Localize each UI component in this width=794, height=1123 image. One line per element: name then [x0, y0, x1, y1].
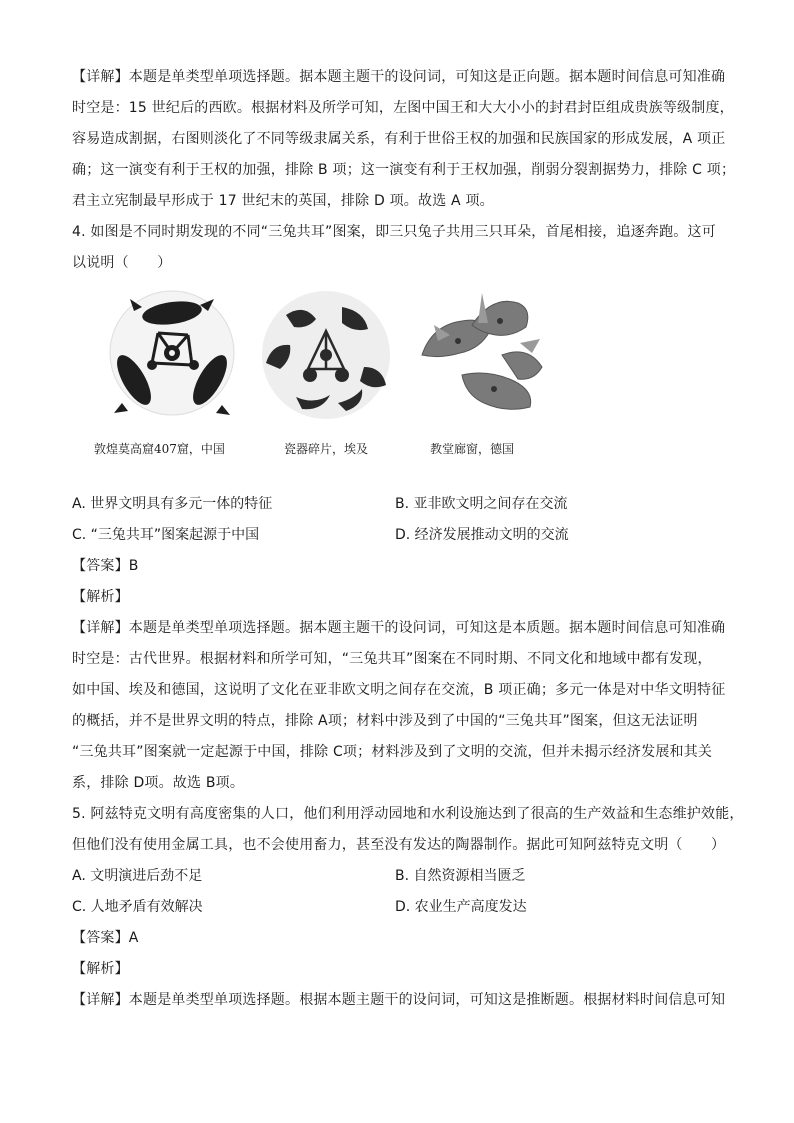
option-a: A. 世界文明具有多元一体的特征	[72, 496, 273, 512]
text-line: “三兔共耳”图案就一定起源于中国，排除 C项；材料涉及到了文明的交流，但并未揭示经济发展和其关	[72, 744, 713, 760]
text-line: 确；这一演变有利于王权的加强，排除 B 项；这一演变有利于王权加强，削弱分裂割据势力，排除 C 项；	[72, 162, 736, 178]
answer: 【答案】A	[72, 930, 139, 946]
text-line: 【详解】本题是单类型单项选择题。据本题主题干的设问词，可知这是正向题。据本题时间信息可知准确	[72, 69, 726, 85]
text-line: 君主立宪制最早形成于 17 世纪末的英国，排除 D 项。故选 A 项。	[72, 193, 494, 209]
egypt-hares-image	[246, 285, 406, 425]
options-row	[72, 520, 724, 551]
q3-explanation	[72, 62, 736, 217]
option-c: C. “三兔共耳”图案起源于中国	[72, 527, 260, 543]
figure-caption: 瓷器碎片，埃及	[284, 442, 369, 456]
question-stem: 但他们没有使用金属工具，也不会使用畜力，甚至没有发达的陶器制作。据此可知阿兹特克文明（ ）	[72, 837, 726, 853]
figure-caption: 敦煌莫高窟407窟，中国	[94, 442, 225, 456]
analysis-heading: 【解析】	[72, 589, 129, 605]
document-page	[72, 62, 744, 1016]
question-stem: 4. 如图是不同时期发现的不同“三兔共耳”图案，即三只兔子共用三只耳朵，首尾相接，追逐奔跑。这可	[72, 224, 716, 240]
question-5	[72, 799, 744, 1016]
options-row	[72, 892, 724, 923]
options-row	[72, 861, 724, 892]
text-line: 如中国、埃及和德国，这说明了文化在亚非欧文明之间存在交流，B 项正确；多元一体是对中华文明特征	[72, 682, 726, 698]
text-line: 【详解】本题是单类型单项选择题。根据本题主题干的设问词，可知这是推断题。根据材料时间信息可知	[72, 992, 726, 1008]
option-d: D. 经济发展推动文明的交流	[395, 527, 569, 543]
text-line: 系，排除 D项。故选 B项。	[72, 775, 245, 791]
question-4	[72, 217, 724, 799]
text-line: 的概括，并不是世界文明的特点，排除 A项；材料中涉及到了中国的“三兔共耳”图案，但这无法证明	[72, 713, 698, 729]
answer: 【答案】B	[72, 558, 139, 574]
question-stem: 以说明（ ）	[72, 255, 172, 271]
text-line: 时空是：古代世界。根据材料和所学可知，“三兔共耳”图案在不同时期、不同文化和地域中都有发现，	[72, 651, 712, 667]
options-row	[72, 489, 724, 520]
analysis-heading: 【解析】	[72, 961, 129, 977]
option-a: A. 文明演进后劲不足	[72, 868, 203, 884]
text-line: 容易造成割据，右图则淡化了不同等级隶属关系，有利于世俗王权的加强和民族国家的形成发展，A 项正	[72, 131, 726, 147]
dunhuang-hares-image	[92, 285, 252, 425]
option-b: B. 亚非欧文明之间存在交流	[395, 496, 568, 512]
text-line: 【详解】本题是单类型单项选择题。据本题主题干的设问词，可知这是本质题。据本题时间信息可知准确	[72, 620, 726, 636]
germany-hares-image	[402, 285, 562, 425]
figure-caption: 教堂廊窗，德国	[430, 442, 515, 456]
text-line: 时空是：15 世纪后的西欧。根据材料及所学可知，左图中国王和大大小小的封君封臣组成贵族等级制度，	[72, 100, 734, 116]
option-d: D. 农业生产高度发达	[395, 899, 527, 915]
three-hares-figures	[72, 285, 724, 485]
option-b: B. 自然资源相当匮乏	[395, 868, 526, 884]
question-stem: 5. 阿兹特克文明有高度密集的人口，他们利用浮动园地和水利设施达到了很高的生产效益和生态维护效能，	[72, 806, 744, 822]
option-c: C. 人地矛盾有效解决	[72, 899, 203, 915]
